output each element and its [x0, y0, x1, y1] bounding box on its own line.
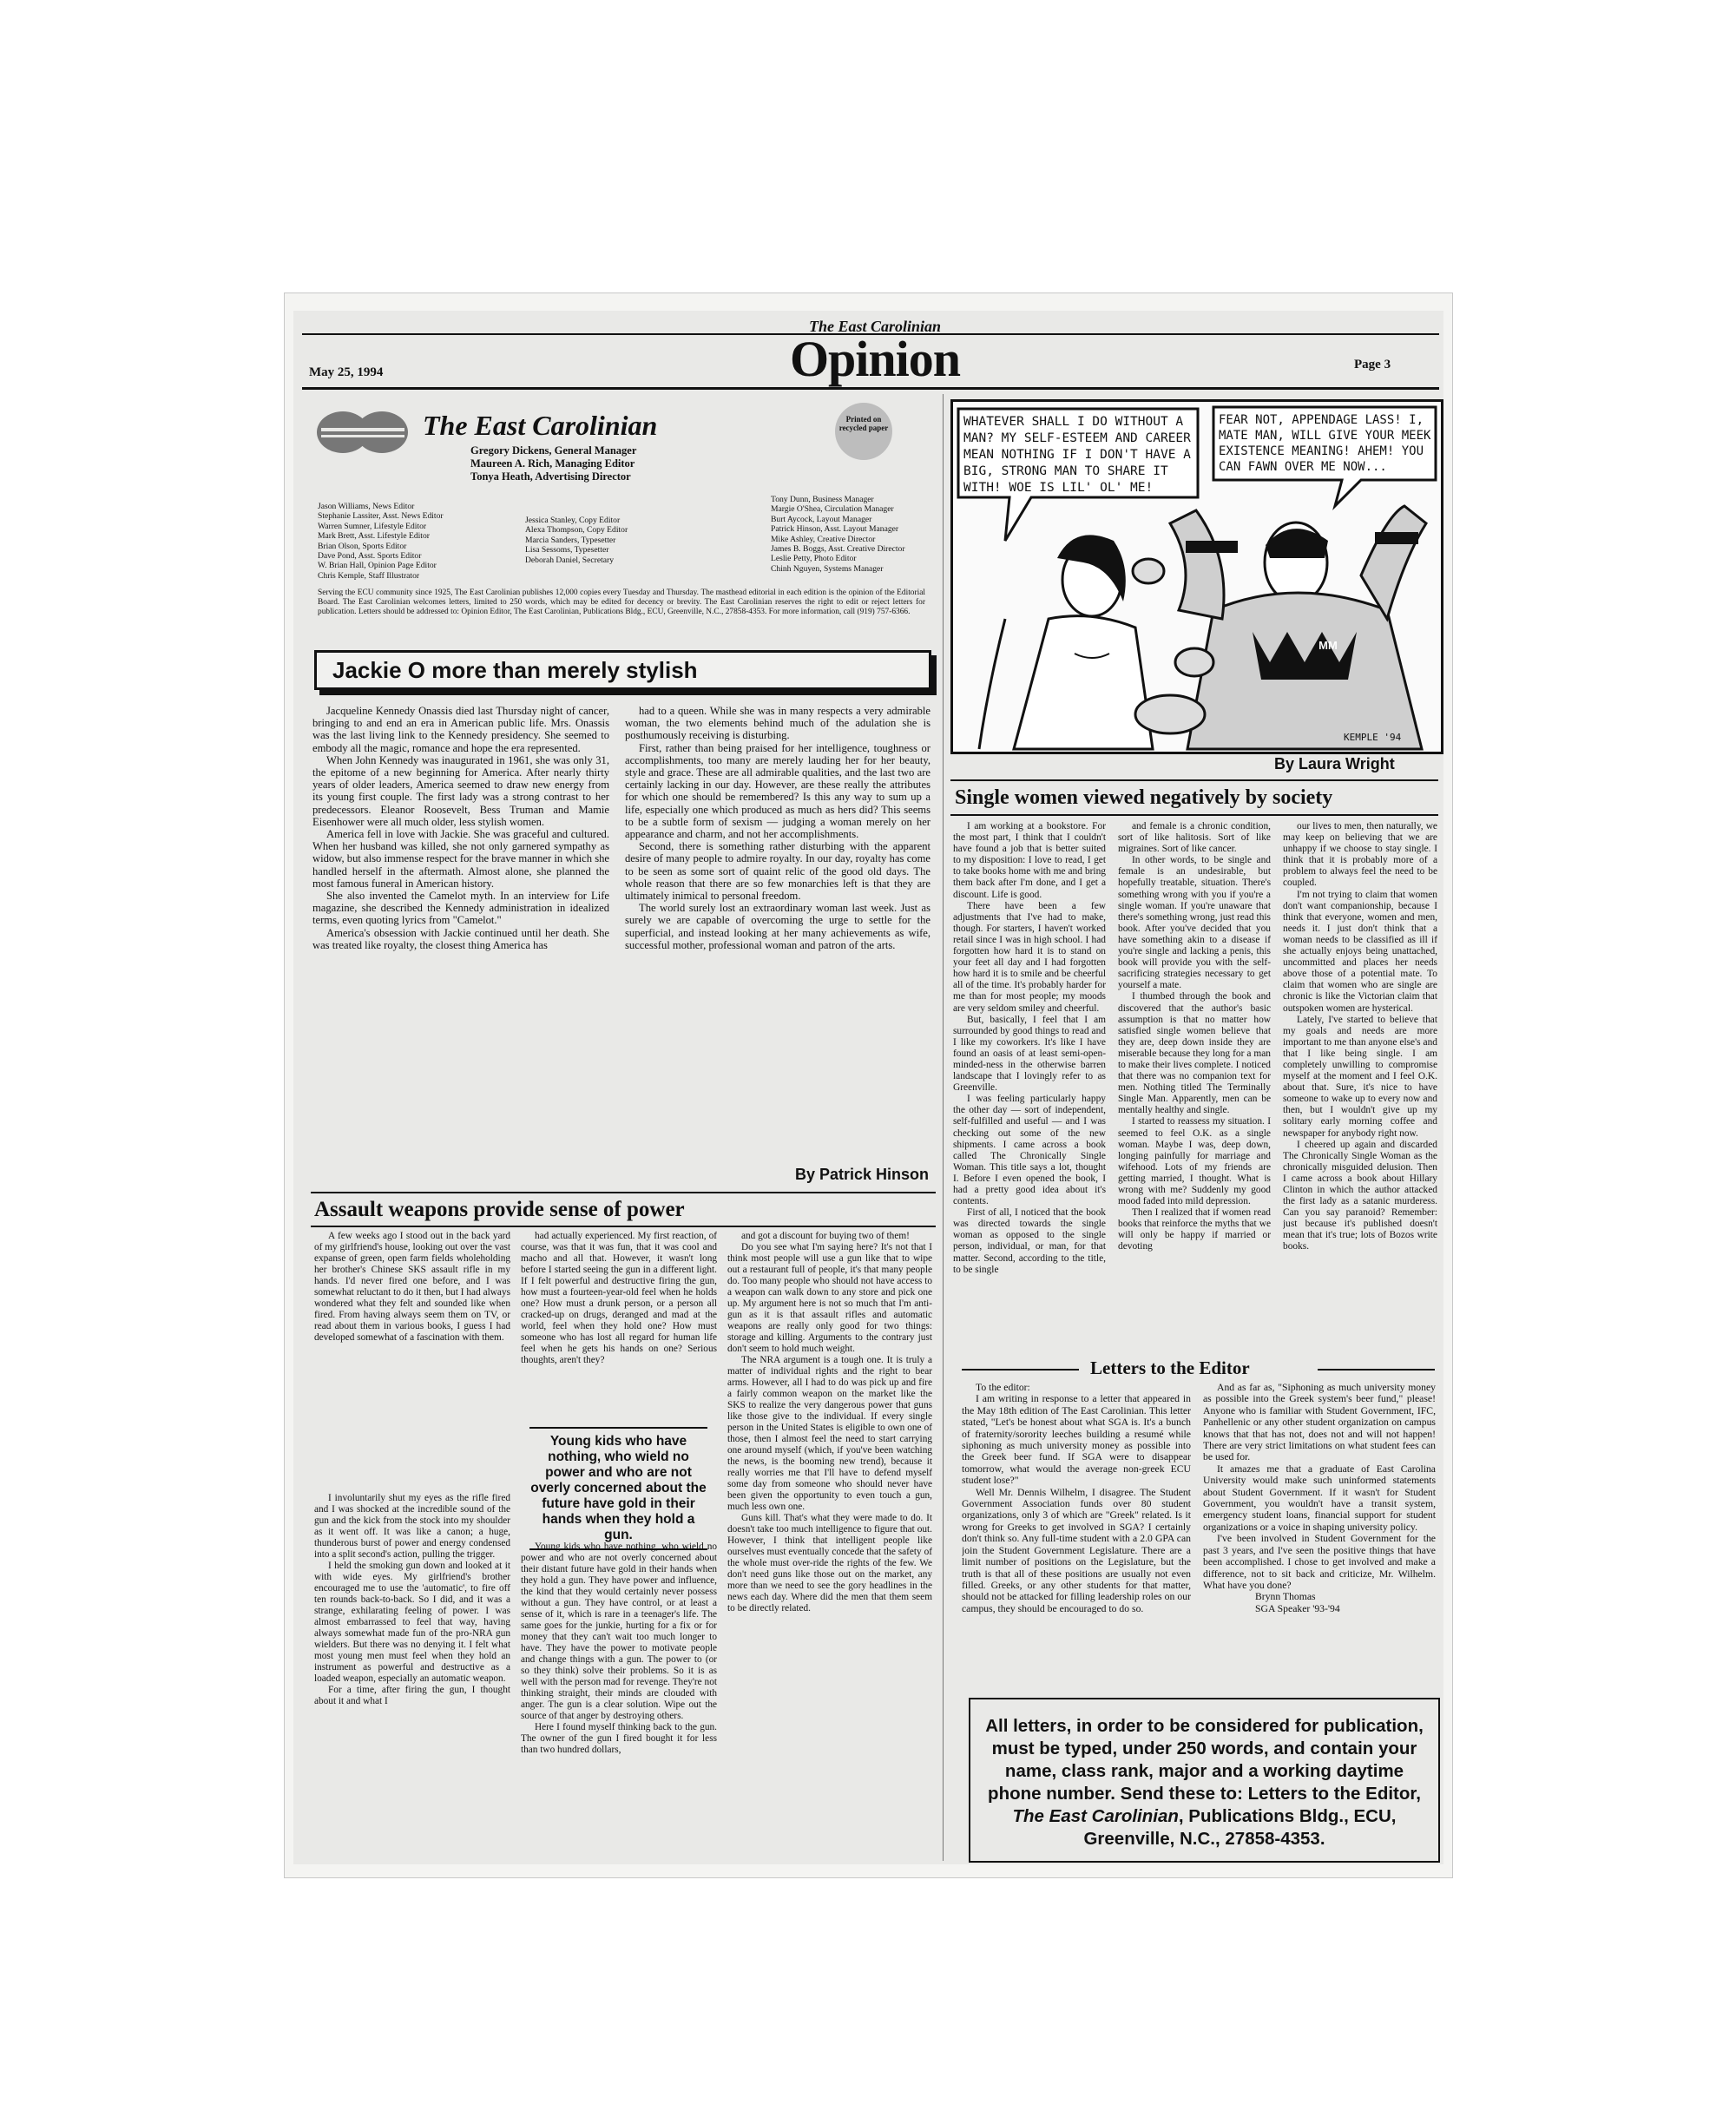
paragraph: Guns kill. That's what they were made to do. It doesn't take too much intelligence to figure that out. However, I think that intelligent people like ourselves must eventually concede that the safety of the whole must over-ride the rights of the few. We don't need guns like those out on the market, any more than we need to see the gory headlines in the news each day. Where did the men that them seem to be directly related. [727, 1513, 932, 1614]
staff-line: Leslie Petty, Photo Editor [771, 554, 857, 564]
paragraph: I started to reassess my situation. I seemed to feel O.K. as a single woman. Maybe I was, deep down, longing painfully for marriage and wifehood. Lots of my friends are getting married, I thought. What is wrong with me? Suddenly my good mood faded into mild depression. [1118, 1116, 1271, 1207]
paragraph: First, rather than being praised for her intelligence, toughness or accomplishments, too many are merely lauding her for her beauty, style and grace. These are all admirable qualities, and the last two are certainly lacking in our day. However, are these really the attributes for which one should be remembered? Is this any way to sum up a life, especially one which produced as much as hers did? This seems to be a subtle form of sexism — judging a woman merely on her appearance and charm, and not her accomplishments. [625, 741, 930, 841]
letter-signature: Brynn Thomas [1255, 1591, 1316, 1603]
letters-rule-left [962, 1369, 1079, 1371]
single-women-rule [950, 814, 1438, 816]
paragraph: I involuntarily shut my eyes as the rifle fired and I was shocked at the incredible sound of the gun and the kick from the stock into my shoulder as it went off. It was like a canon; a huge, thunderous burst of power and energy condensed into a split second's action, pulling the trigger. [314, 1493, 510, 1560]
editorial-rule [311, 1192, 936, 1193]
cartoon-bubble-right: FEAR NOT, APPENDAGE LASS! I, MATE MAN, WILL GIVE YOUR MEEK EXISTENCE MEANING! AHEM! YOU CAN FAWN OVER ME NOW... [1219, 413, 1431, 474]
single-women-headline: Single women viewed negatively by society [955, 786, 1333, 809]
staff-line: Stephanie Lassiter, Asst. News Editor [318, 511, 444, 522]
letter-column-2 [1203, 1382, 1436, 1691]
staff-column-1 [318, 502, 444, 581]
paragraph: She also invented the Camelot myth. In an interview for Life magazine, she described the Kennedy administration in idealized terms, even quoting lyrics from "Camelot." [312, 890, 609, 927]
column-separator [943, 394, 944, 1861]
newspaper-page [293, 311, 1443, 1864]
letter-column-1 [962, 1382, 1191, 1691]
staff-column-2 [525, 516, 628, 565]
recycle-label: Printed on recycled paper [838, 415, 889, 432]
cartoon-byline: By Laura Wright [1274, 755, 1395, 772]
paragraph: For a time, after firing the gun, I thought about it and what I [314, 1685, 510, 1706]
paragraph: I am working at a bookstore. For the most part, I think that I couldn't have found a job that is better suited to my disposition: I love to read, I get to take books home with me and bring them back after I'm done, and I get a discount. Life is good. [953, 821, 1106, 900]
editorial-byline: By Patrick Hinson [795, 1166, 930, 1183]
staff-line: Jessica Stanley, Copy Editor [525, 516, 621, 525]
cartoon-rule [950, 779, 1438, 781]
staff-column-3 [771, 495, 905, 574]
paragraph: Then I realized that if women read books that reinforce the myths that we will only be happy if married or devoting [1118, 1207, 1271, 1252]
cartoon-chest-emblem: MM [1318, 639, 1338, 652]
letters-heading: Letters to the Editor [1090, 1357, 1250, 1378]
assault-column-2-bottom [521, 1541, 717, 1866]
paragraph: I've been involved in Student Government for the past 3 years, and I've seen the positive things that have been accomplished. I chose to get involved and make a difference, not to sit back and criticize, Mr. Wilhelm. What have you done? [1203, 1533, 1436, 1591]
paragraph: I was feeling particularly happy the other day — sort of independent, self-fulfilled and useful — and I was checking out some of the new shipments. I came across a book called The Chronically Single Woman. This title says a lot, thought I. Before I even opened the book, I had a pretty good idea about it's contents. [953, 1094, 1106, 1207]
issue-date: May 25, 1994 [309, 365, 384, 379]
assault-column-1-bottom [314, 1493, 510, 1866]
masthead-statement: Serving the ECU community since 1925, The East Carolinian publishes 12,000 copies every Tuesday and Thursday. The masthead editorial in each edition is the opinion of the Editorial Board. The East Carolinian welcomes letters, limited to 250 words, which may be edited for decency or brevity. The East Carolinian reserves the right to edit or reject letters for publication. Letters should be addressed to: Opinion Editor, The East Carolinian, Publications Bldg., ECU, Greenville, N.C., 27858-4353. For more information, call (919) 757-6366. [318, 588, 925, 616]
header-rule-bottom [302, 387, 1439, 390]
staff-line: Marcia Sanders, Typesetter [525, 535, 616, 545]
paragraph: First of all, I noticed that the book was directed towards the single woman as opposed to the single person, individual, or man, for that matter. Second, according to the title, to be single [953, 1207, 1106, 1275]
paragraph: A few weeks ago I stood out in the back yard of my girlfriend's house, looking out over the vast expanse of green, open farm fields wholeholding her brother's Chinese SKS assault rifle in my hands. I'd never fired one before, and I was somewhat reluctant to do it then, but I had always wondered what they felt and sounded like when fired. From having always seem them on TV, or read about them in various books, I guess I had developed somewhat of a fascination with them. [314, 1231, 510, 1343]
editorial-cartoon [950, 399, 1443, 754]
staff-line: Mark Brett, Asst. Lifestyle Editor [318, 531, 430, 542]
paragraph: I am writing in response to a letter that appeared in the May 18th edition of The East Carolinian. This letter stated, "Let's be honest about what SGA is. It's a bunch of fraternity/sorority leeches building a resumé while siphoning as much university money as possible into the Greek beer fund. If SGA were to disappear tomorrow, what would the average non-greek ECU student lose?" [962, 1393, 1191, 1487]
staff-line: Alexa Thompson, Copy Editor [525, 525, 628, 536]
letters-rule-right [1318, 1369, 1435, 1371]
staff-line: Chinh Nguyen, Systems Manager [771, 563, 884, 574]
scanned-page [284, 293, 1453, 1878]
notice-address: , Publications Bldg., ECU, Greenville, N.C., 27858-4353. [1083, 1806, 1397, 1849]
paragraph: To the editor: [976, 1382, 1030, 1393]
staff-line: Gregory Dickens, General Manager [470, 444, 637, 457]
paragraph: America's obsession with Jackie continued until her death. She was treated like royalty, the closest thing America has [312, 926, 609, 951]
notice-text: All letters, in order to be considered for publication, must be typed, under 250 words, and contain your name, class rank, major and a working daytime phone number. Send these to: Letters to the Editor, [985, 1716, 1424, 1804]
letter-signature-title: SGA Speaker '93-'94 [1255, 1602, 1340, 1614]
paragraph: I held the smoking gun down and looked at it with wide eyes. My girlfriend's brother encouraged me to use the 'automatic', to fire off ten rounds back-to-back. So I did, and it was a strange, exhilarating feeling of power. I was almost embarrassed to feel that way, having always somewhat made fun of the pro-NRA gun wielders. But there was no denying it. I felt what most young men must feel when they hold an instrument as powerful and destructive as a loaded weapon, especially an automatic weapon. [314, 1561, 510, 1684]
staff-line: Dave Pond, Asst. Sports Editor [318, 551, 422, 562]
masthead-top-staff [470, 444, 636, 483]
cartoon-signature: KEMPLE '94 [1344, 732, 1402, 743]
paragraph: Lately, I've started to believe that my goals and needs are more important to me than anyone else's and that I like being single. I am completely unwilling to compromise myself at the moment and I feel O.K. about that. Sure, it's nice to have someone to wake up to every now and then, but I wouldn't give up my solitary early morning coffee and newspaper for anybody right now. [1283, 1014, 1437, 1139]
editorial-headline-box [314, 650, 931, 690]
staff-line: Patrick Hinson, Asst. Layout Manager [771, 524, 899, 535]
staff-line: Lisa Sessoms, Typesetter [525, 545, 609, 555]
assault-headline: Assault weapons provide sense of power [314, 1198, 685, 1221]
staff-line: James B. Boggs, Asst. Creative Director [771, 544, 905, 555]
paragraph: had to a queen. While she was in many respects a very admirable woman, the two elements behind much of the adulation she is posthumously receiving is disturbing. [625, 705, 930, 742]
notice-paper-name: The East Carolinian [1012, 1806, 1179, 1826]
staff-line: Burt Aycock, Layout Manager [771, 514, 872, 524]
staff-line: Tonya Heath, Advertising Director [470, 470, 631, 483]
staff-line: Jason Williams, News Editor [318, 502, 415, 511]
editorial-headline: Jackie O more than merely stylish [332, 657, 698, 683]
masthead-logo-icon [314, 406, 410, 463]
paragraph: But, basically, I feel that I am surrounded by good things to read and I like my coworkers. It's like I have found an oasis of at least semi-open-minded-ness in the otherwise barren landscape that I lovingly refer to as Greenville. [953, 1014, 1106, 1094]
paragraph: I'm not trying to claim that women don't want companionship, because I think that everyone, women and men, needs it. I just don't think that a woman needs to be classified as ill if she actually enjoys being unattached, uncommitted and places her needs above those of a potential mate. To claim that women who are single are chronic is like the Victorian claim that outspoken women are hysterical. [1283, 889, 1437, 1014]
paragraph: and got a discount for buying two of them! [741, 1231, 910, 1241]
paragraph: I thumbed through the book and discovered that the author's basic assumption is that no matter how satisfied single women believe that they are, deep down inside they are miserable because they long for a man to make their lives complete. I noticed that there was no companion text for men. Nothing titled The Terminally Single Man. Apparently, men can be mentally healthy and single. [1118, 991, 1271, 1116]
letters-policy-notice [969, 1698, 1440, 1863]
staff-line: Chris Kemple, Staff Illustrator [318, 570, 420, 581]
paragraph: In other words, to be single and female is an undesirable, but hopefully treatable, situation. There's something wrong with you if you're a single woman. If you're unaware that there's something wrong, just read this book. After you've decided that you have something akin to a disease if you're single and lacking a penis, this book will provide you with the self-sacrificing strategies necessary to get yourself a mate. [1118, 855, 1271, 991]
editorial-column-2 [625, 705, 930, 1156]
staff-line: Brian Olson, Sports Editor [318, 541, 407, 551]
paragraph: I cheered up again and discarded The Chronically Single Woman as the chronically misguided delusion. Then I came across a book about Hillary Clinton in which the author attacked the first lady as a satanic murderess. Can you say paranoid? Remember: just because it's published doesn't mean that it's true; lots of Bozos write books. [1283, 1139, 1437, 1252]
staff-line: Mike Ashley, Creative Director [771, 534, 876, 544]
assault-column-3 [727, 1231, 932, 1866]
paragraph: Well Mr. Dennis Wilhelm, I disagree. The Student Government Association funds over 80 student organizations, only 3 of which are "Greek" related. Is it wrong for Greeks to get involved in SGA? I certainly don't think so. Any full-time student with a 2.0 GPA can join the Student Government Legislature. There are a limit number of positions on the Legislature, but the truth is that all of these positions are usually not even filled. Greeks, or any other students for that matter, should not be attacked for filling leadership roles on our campus, they should be encouraged to do so. [962, 1486, 1191, 1614]
paragraph: Do you see what I'm saying here? It's not that I think most people will use a gun like that to wipe out a restaurant full of people, it's that many people do. Too many people who should not have access to a weapon can walk down to any store and pick one up. My argument here is not so much that I'm anti-gun as it is that assault rifles and automatic weapons are really only good for two things: storage and killing. Arguments to the contrary just don't seem to hold much weight. [727, 1242, 932, 1354]
editorial-column-1 [312, 705, 609, 1156]
staff-line: W. Brian Hall, Opinion Page Editor [318, 561, 437, 571]
assault-pullquote: Young kids who have nothing, who wield no power and who are not overly concerned about the future have gold in their hands when they hold a gun. [529, 1427, 707, 1550]
paragraph: Young kids who have nothing, who wield no power and who are not overly concerned about their distant future have gold in their hands when they hold a gun. They have power and influence, the kind that they would certainly never possess without a gun. They have control, or at least a sense of it, which is rare in a teenager's life. The same goes for the junkie, hurting for a fix or for money that they can't wait too much longer to have. They have the power to motivate people and change things with a gun. The power to (or so they think) solve their problems. So it is as well with the person mad for revenge. They're not thinking straight, their minds are clouded with anger. The gun is a clear solution. Wipe out the source of that anger by destroying others. [521, 1541, 717, 1721]
paragraph: And as far as, "Siphoning as much university money as possible into the Greek system's beer fund," please! Anyone who is familiar with Student Government, IFC, Panhellenic or any other student organization on campus knows that that has not, does not and will not happen! There are very strict limitations on what student fees can be used for. [1203, 1382, 1436, 1463]
section-title: Opinion [789, 331, 961, 387]
paragraph: Second, there is something rather disturbing with the apparent desire of many people to admire royalty. In our day, royalty has come to be seen as some sort of quaint relic of the good old days. The whole reason that there are so few monarchies left is that they are ultimately inimical to personal freedom. [625, 840, 930, 903]
paragraph: When John Kennedy was inaugurated in 1961, she was only 31, the epitome of a new beginning for America. After nearly thirty years of older leaders, America seemed to draw new energy from its young first couple. The first lady was a strong contrast to her predecessors. Eleanor Roosevelt, Bess Truman and Mamie Eisenhower were all much older, less stylish women. [312, 753, 609, 828]
paragraph: and female is a chronic condition, sort of like halitosis. Sort of like migraines. Sort of like cancer. [1118, 821, 1271, 855]
recycle-icon [835, 403, 892, 460]
paragraph: had actually experienced. My first reaction, of course, was that it was fun, that it was cool and macho and all that. However, it wasn't long before I started seeing the gun in a different light. If I felt powerful and destructive firing the gun, how must a fourteen-year-old feel when he holds one? How must a drunk person, or a person all cracked-up on drugs, deranged and mad at the world, feel when they hold one? How must someone who has lost all regard for human life feel when he gets his hands on one? Serious thoughts, aren't they? [521, 1231, 717, 1365]
paragraph: The world surely lost an extraordinary woman last week. Just as surely we are capable of overcoming the urge to settle for the superficial, and instead looking at her many achievements as wife, successful mother, professional woman and patron of the arts. [625, 902, 930, 951]
paragraph: It amazes me that a graduate of East Carolina University would make such uninformed statements about Student Government. If it wasn't for Student Government, you wouldn't have a transit system, emergency student loans, financial support for student organizations or a voice in shaping university policy. [1203, 1463, 1436, 1533]
paragraph: Jacqueline Kennedy Onassis died last Thursday night of cancer, bringing to and end an era in American public life. Mrs. Onassis was the last living link to the Kennedy presidency. She seemed to embody all the magic, romance and hope the era represented. [312, 705, 609, 754]
staff-line: Warren Sumner, Lifestyle Editor [318, 521, 427, 531]
page-number: Page 3 [1354, 358, 1391, 371]
paragraph: Here I found myself thinking back to the gun. The owner of the gun I fired bought it for less than two hundred dollars, [521, 1722, 717, 1755]
staff-line: Margie O'Shea, Circulation Manager [771, 504, 894, 515]
assault-column-1-wrap [314, 1403, 392, 1488]
masthead-title: The East Carolinian [423, 410, 658, 441]
masthead [306, 394, 930, 628]
paragraph: The NRA argument is a tough one. It is truly a matter of individual rights and the right to bear arms. However, all I had to do was pick up and fire a fairly common weapon on the market like the SKS to realize the very dangerous power that guns like those give to the individual. If every single person in the United States is eligible to own one of those, then I almost feel the need to start carrying one around myself (which, if you've been watching the news, is the booming new trend), because it really worries me that I'll have to defend myself some day from someone who should never have been given the opportunity to even touch a gun, much less own one. [727, 1355, 932, 1512]
staff-line: Deborah Daniel, Secretary [525, 555, 615, 565]
assault-column-2-top [521, 1231, 717, 1422]
cartoon-bubble-left: WHATEVER SHALL I DO WITHOUT A MAN? MY SELF-ESTEEM AND CAREER MEAN NOTHING IF I DON'T HAVE A BIG, STRONG MAN TO SHARE IT WITH! WOE IS LIL' OL' ME! [963, 415, 1191, 495]
staff-line: Tony Dunn, Business Manager [771, 495, 874, 504]
assault-column-1-top [314, 1231, 510, 1403]
paragraph: America fell in love with Jackie. She was graceful and cultured. When her husband was killed, she not only garnered sympathy as widow, but also immense respect for the brave manner in which she handled herself in the aftermath. Almost alone, she planned the most famous funeral in American history. [312, 828, 609, 890]
assault-rule [311, 1226, 936, 1227]
header-kicker: The East Carolinian [808, 318, 942, 335]
paragraph: our lives to men, then naturally, we may keep on believing that we are unhappy if we choose to stay single. I think that it is probably more of a problem to always feel the need to be coupled. [1283, 821, 1437, 889]
staff-line: Maureen A. Rich, Managing Editor [470, 457, 635, 470]
paragraph: There have been a few adjustments that I've had to make, though. For starters, I haven't worked retail since I was in high school. I had forgotten how hard it is to stand on your feet all day and I had forgotten how hard it is to smile and be cheerful all of the time. It's probably harder for me than for most people; my moods are very seldom smiley and cheerful. [953, 900, 1106, 1014]
